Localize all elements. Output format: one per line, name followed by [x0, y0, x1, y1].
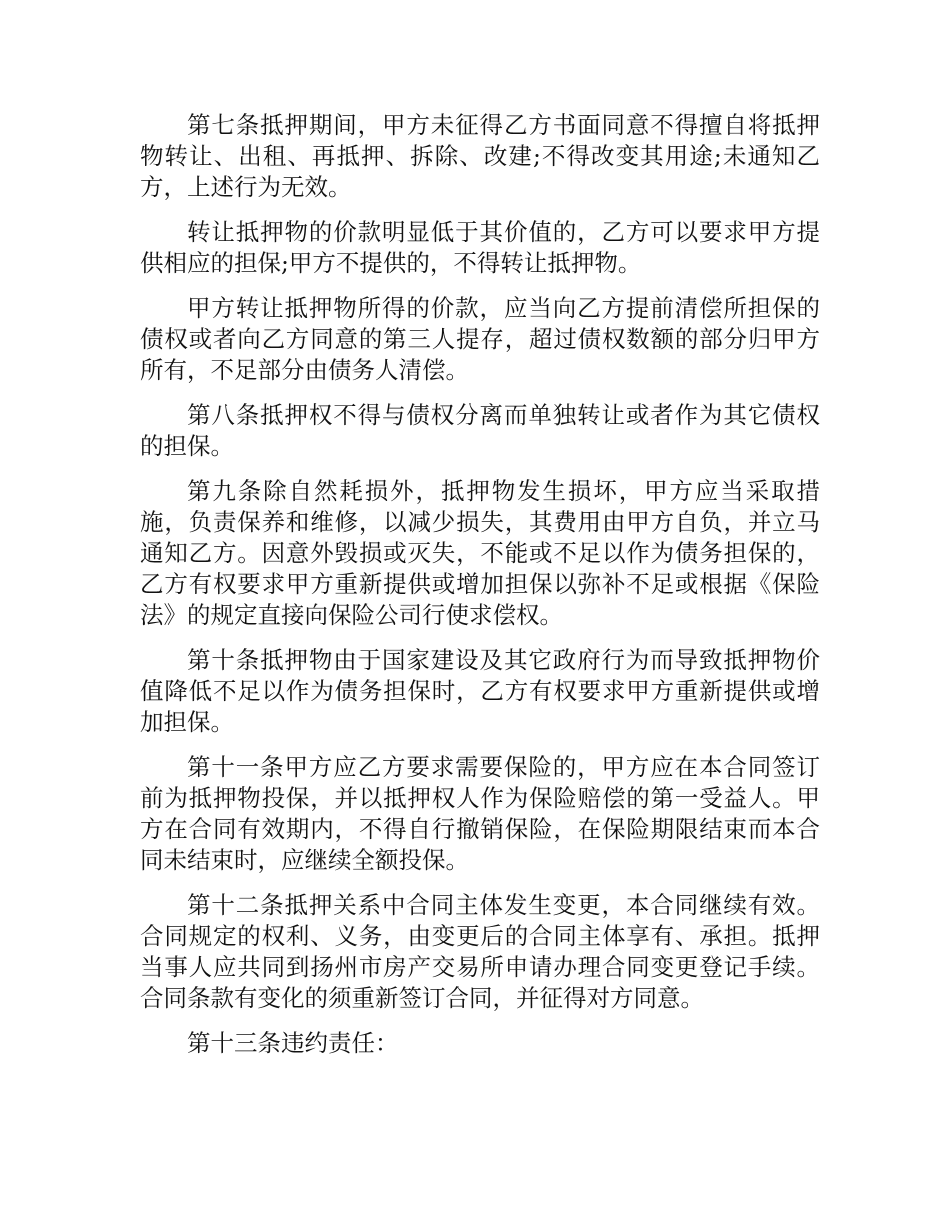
- document-body: [140, 110, 820, 1073]
- paragraph-article-9: 第九条除自然耗损外，抵押物发生损坏，甲方应当采取措施，负责保养和维修，以减少损失，其费用由甲方自负，并立马通知乙方。因意外毁损或灭失，不能或不足以作为债务担保的，乙方有权要求甲方重新提供或增加担保以弥补不足或根据《保险法》的规定直接向保险公司行使求偿权。: [140, 477, 820, 629]
- paragraph-article-8: 第八条抵押权不得与债权分离而单独转让或者作为其它债权的担保。: [140, 401, 820, 460]
- paragraph-article-7: 第七条抵押期间，甲方未征得乙方书面同意不得擅自将抵押物转让、出租、再抵押、拆除、改建;不得改变其用途;未通知乙方，上述行为无效。: [140, 111, 820, 201]
- paragraph-article-10: 第十条抵押物由于国家建设及其它政府行为而导致抵押物价值降低不足以作为债务担保时，乙方有权要求甲方重新提供或增加担保。: [140, 646, 820, 736]
- paragraph-transfer-proceeds: 甲方转让抵押物所得的价款，应当向乙方提前清偿所担保的债权或者向乙方同意的第三人提存，超过债权数额的部分归甲方所有，不足部分由债务人清偿。: [140, 294, 820, 384]
- paragraph-article-13: 第十三条违约责任：: [187, 1029, 399, 1057]
- paragraph-article-11: 第十一条甲方应乙方要求需要保险的，甲方应在本合同签订前为抵押物投保，并以抵押权人作为保险赔偿的第一受益人。甲方在合同有效期内，不得自行撤销保险，在保险期限结束而本合同未结束时，应继续全额投保。: [140, 753, 820, 874]
- paragraph-transfer-price: 转让抵押物的价款明显低于其价值的，乙方可以要求甲方提供相应的担保;甲方不提供的，不得转让抵押物。: [140, 218, 820, 277]
- paragraph-article-12: 第十二条抵押关系中合同主体发生变更，本合同继续有效。合同规定的权利、义务，由变更后的合同主体享有、承担。抵押当事人应共同到扬州市房产交易所申请办理合同变更登记手续。合同条款有变化的须重新签订合同，并征得对方同意。: [140, 891, 820, 1012]
